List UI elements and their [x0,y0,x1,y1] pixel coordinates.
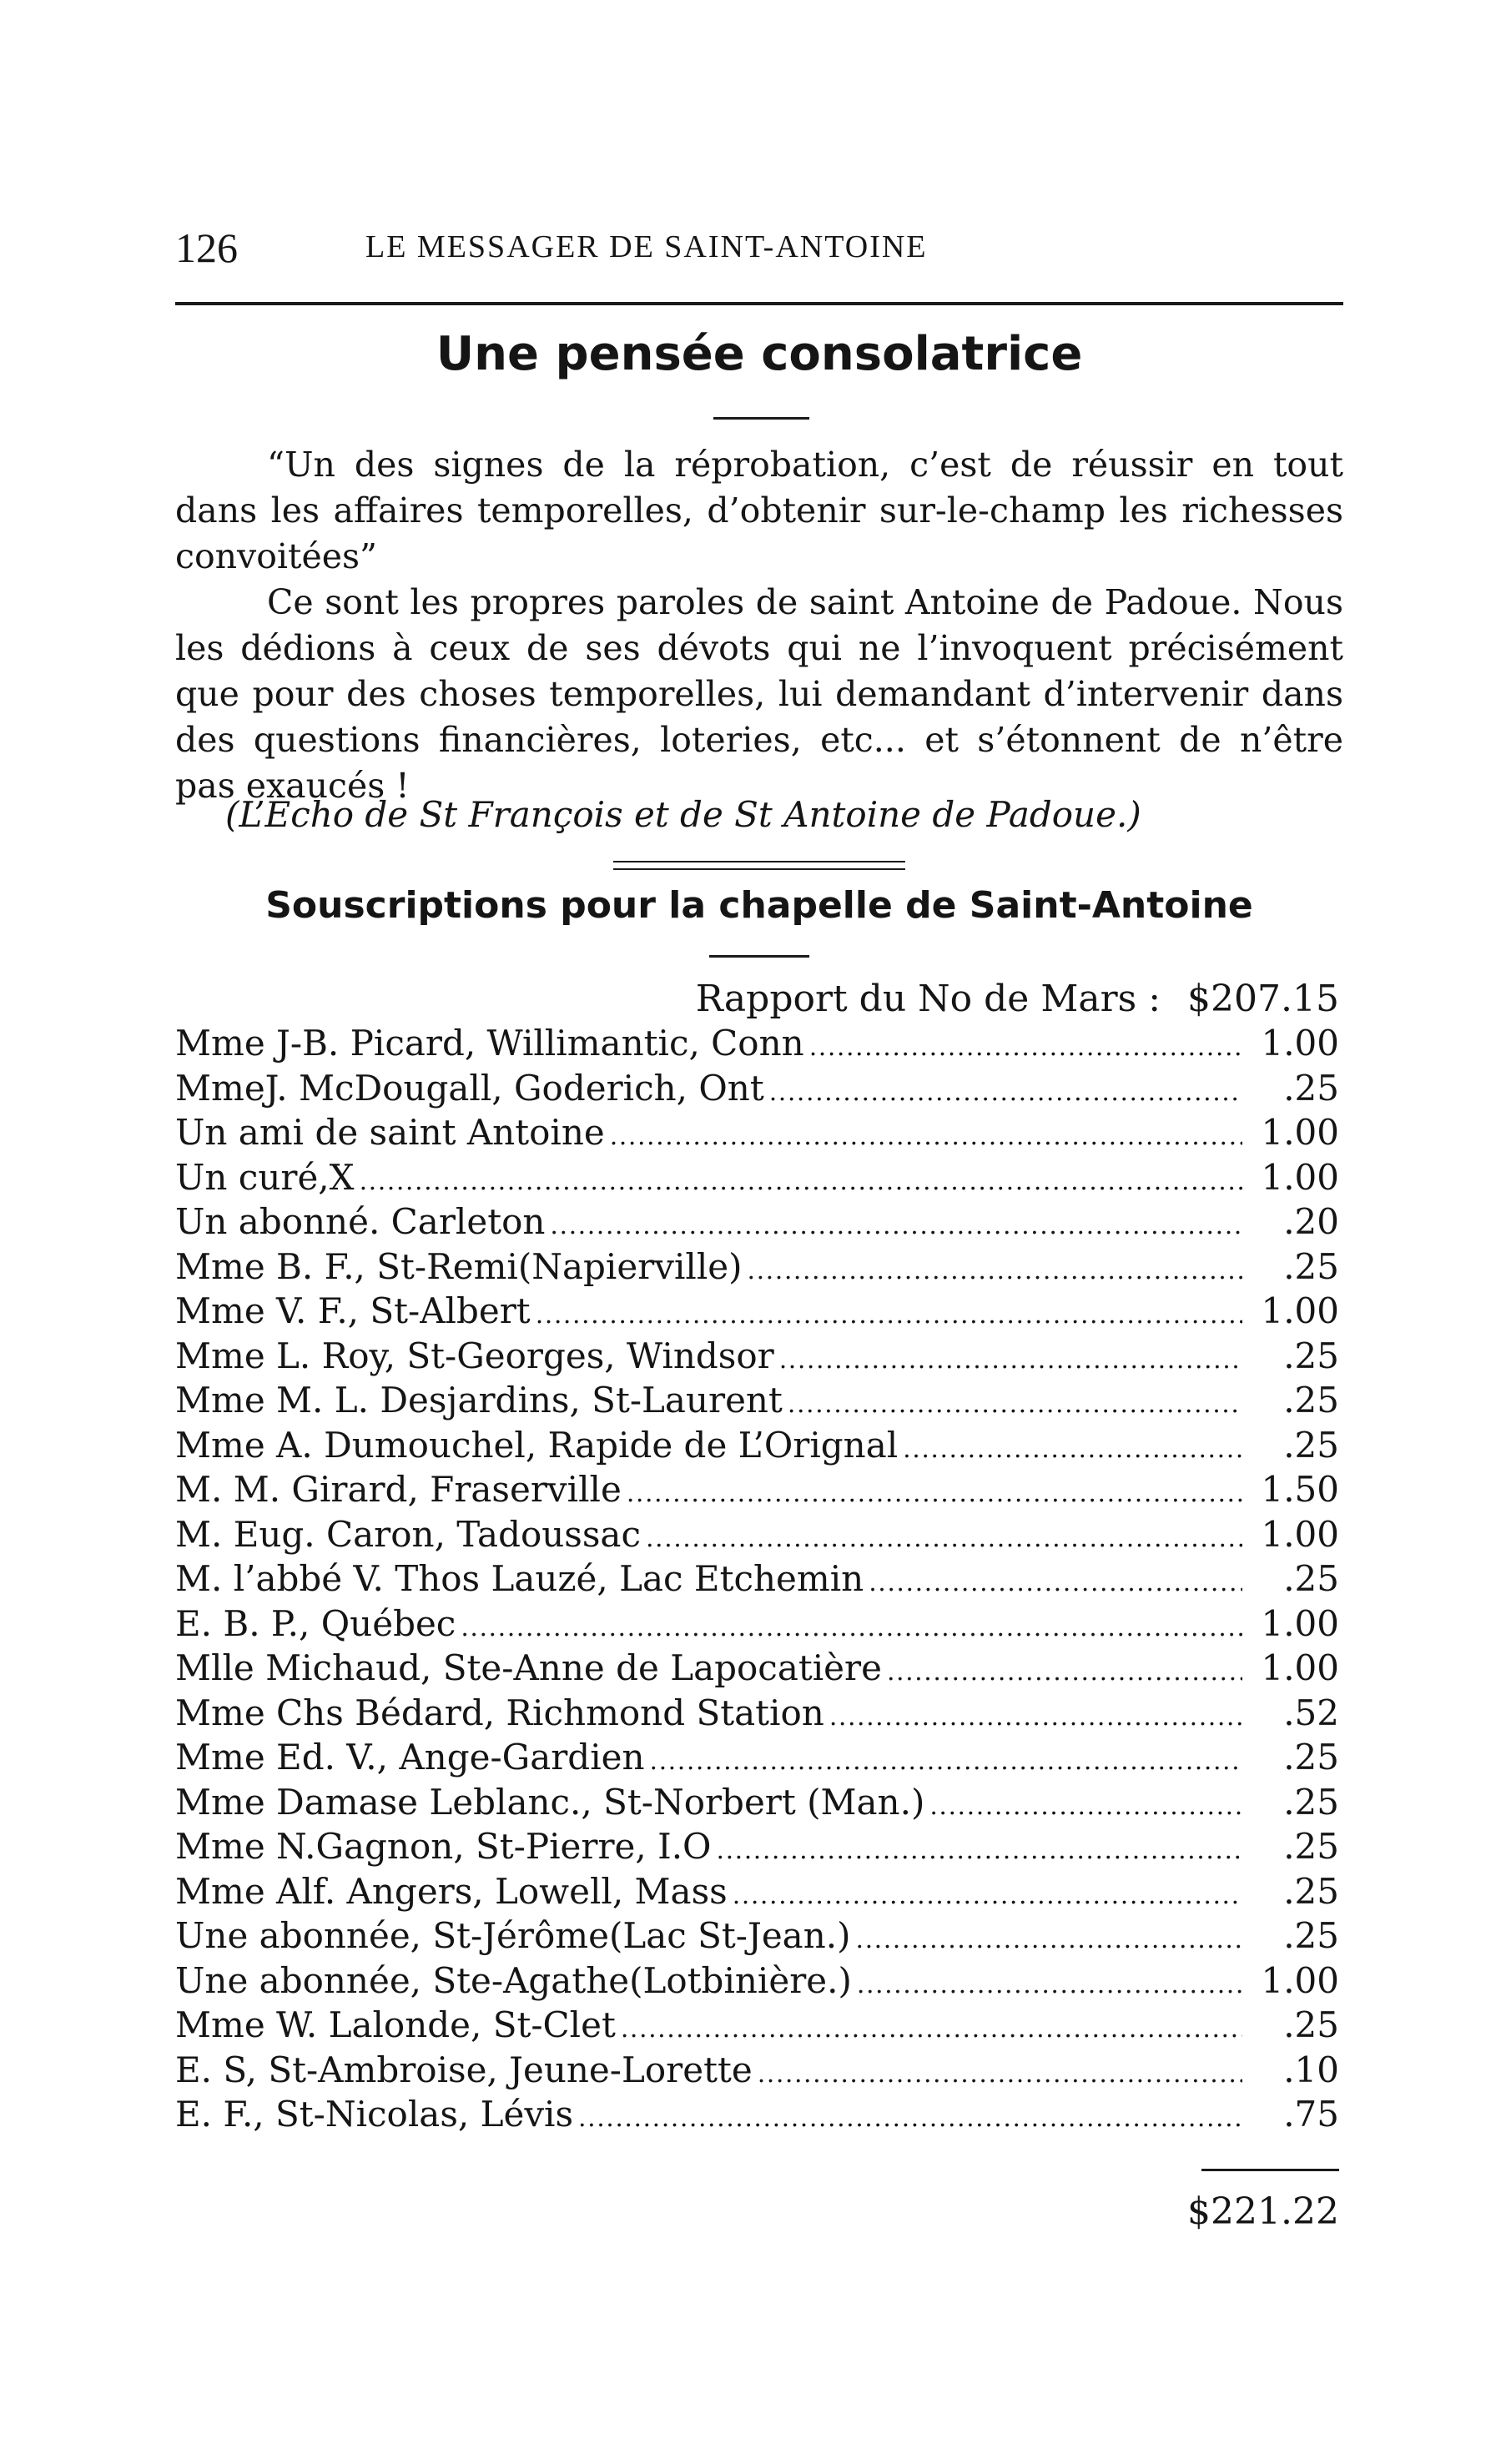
report-line [175,978,1339,1020]
subscriber-name: Mme N.Gagnon, St-Pierre, I.O [175,1826,712,1867]
subscriptions-title: Souscriptions pour la chapelle de Saint-Antoine [265,884,1253,927]
subscriber-name: Un abonné. Carleton [175,1201,546,1242]
subscriber-name: Un curé,X [175,1156,355,1198]
section-double-rule [613,861,905,870]
subscription-amount: .10 [1283,2049,1339,2090]
leader-dots [627,1469,1242,1510]
subscriber-name: Une abonnée, St-Jérôme(Lac St-Jean.) [175,1915,851,1956]
article-quote: “Un des signes de la réprobation, c’est de réussir en tout dans les affaires temporelles, d’obtenir sur-le-champ les richesses convoitées” [175,445,1343,576]
subscription-row [175,1603,1339,1648]
subscription-amount: .25 [1283,1335,1339,1376]
leader-dots [809,1023,1242,1064]
subscription-row [175,1871,1339,1916]
subscription-row [175,1960,1339,2005]
subscription-amount: 1.00 [1261,1513,1339,1555]
subscriber-name: Mme Alf. Angers, Lowell, Mass [175,1870,728,1912]
leader-dots [903,1425,1242,1466]
subscription-row [175,1290,1339,1335]
leader-dots [610,1112,1242,1153]
leader-dots [578,2094,1242,2135]
subscription-amount: .52 [1283,1692,1339,1733]
leader-dots [829,1692,1242,1733]
subscription-row [175,1737,1339,1782]
article-text [175,442,1343,809]
subscriber-name: Mlle Michaud, Ste-Anne de Lapocatière [175,1647,882,1688]
leader-dots [717,1826,1243,1867]
subscription-list [175,1023,1339,2139]
subscription-amount: 1.00 [1261,1156,1339,1198]
subscription-row [175,1380,1339,1425]
subscription-amount: 1.00 [1261,1023,1339,1064]
subscription-amount: .25 [1283,2004,1339,2045]
subscriber-name: E. B. P., Québec [175,1602,456,1644]
subscription-row [175,2094,1339,2139]
subscription-row [175,1558,1339,1603]
report-label: Rapport du No de Mars : [695,978,1161,1020]
leader-dots [360,1157,1242,1198]
subscriber-name: Mme V. F., St-Albert [175,1290,531,1331]
leader-dots [887,1647,1242,1688]
subscriber-name: Mme W. Lalonde, St-Clet [175,2004,616,2045]
subscription-row [175,1826,1339,1871]
subscription-amount: .25 [1283,1781,1339,1823]
subscription-amount: .25 [1283,1737,1339,1778]
subscription-amount: .20 [1283,1201,1339,1242]
subscription-row [175,1157,1339,1202]
subscription-row [175,1647,1339,1692]
report-amount: $207.15 [1187,978,1339,1020]
subscription-row [175,1201,1339,1246]
subscription-row [175,1692,1339,1737]
subscription-row [175,2004,1339,2049]
subscriber-name: Mme J-B. Picard, Willimantic, Conn [175,1023,804,1064]
leader-dots [779,1335,1242,1376]
title-underline [713,417,809,420]
subscriber-name: Mme Chs Bédard, Richmond Station [175,1692,824,1733]
total-amount: $221.22 [1187,2190,1339,2233]
subscription-row [175,1915,1339,1960]
subscription-amount: .75 [1283,2094,1339,2135]
leader-dots [758,2049,1242,2090]
subscription-amount: 1.00 [1261,1290,1339,1331]
leader-dots [869,1558,1242,1599]
leader-dots [788,1380,1242,1421]
subscriber-name: Mme Damase Leblanc., St-Norbert (Man.) [175,1781,925,1823]
header-rule [175,302,1343,305]
subscription-amount: 1.00 [1261,1602,1339,1644]
subscription-row [175,2049,1339,2094]
subscription-row [175,1112,1339,1157]
subscriber-name: M. Eug. Caron, Tadoussac [175,1513,641,1555]
leader-dots [461,1603,1242,1644]
subscriber-name: Une abonnée, Ste-Agathe(Lotbinière.) [175,1959,852,2001]
subscription-amount: .25 [1283,1558,1339,1599]
subscription-amount: .25 [1283,1826,1339,1867]
subscription-amount: .25 [1283,1245,1339,1287]
subscription-amount: .25 [1283,1915,1339,1956]
subscription-row [175,1335,1339,1380]
page-number: 126 [175,224,238,271]
subscriber-name: Mme B. F., St-Remi(Napierville) [175,1245,743,1287]
subscriber-name: Mme A. Dumouchel, Rapide de L’Orignal [175,1424,899,1466]
leader-dots [550,1201,1242,1242]
leader-dots [621,2004,1242,2045]
subscription-row [175,1068,1339,1113]
subscriber-name: Un ami de saint Antoine [175,1112,605,1153]
subscription-amount: 1.00 [1261,1112,1339,1153]
subscription-row [175,1246,1339,1291]
running-title: LE MESSAGER DE SAINT-ANTOINE [365,229,928,264]
subscriber-name: M. l’abbé V. Thos Lauzé, Lac Etchemin [175,1558,864,1599]
subscription-row [175,1023,1339,1068]
subscriber-name: MmeJ. McDougall, Goderich, Ont [175,1067,764,1109]
leader-dots [769,1068,1242,1109]
page-header [175,224,1343,274]
subscription-row [175,1425,1339,1470]
subscriber-name: Mme L. Roy, St-Georges, Windsor [175,1335,774,1376]
subscription-amount: .25 [1283,1380,1339,1421]
subscriptions-underline [709,955,809,958]
leader-dots [646,1514,1242,1555]
article-title: Une pensée consolatrice [436,327,1083,381]
leader-dots [650,1737,1242,1778]
subscription-row [175,1782,1339,1827]
total-rule [1201,2169,1339,2171]
leader-dots [536,1290,1242,1331]
subscription-row [175,1469,1339,1514]
subscription-amount: .25 [1283,1424,1339,1466]
subscription-row [175,1514,1339,1559]
subscriber-name: Mme Ed. V., Ange-Gardien [175,1737,645,1778]
article-body: Ce sont les propres paroles de saint Antoine de Padoue. Nous les dédions à ceux de ses dévots qui ne l’invoquent précisément que pour des choses temporelles, lui demandant d’intervenir dans des questions financières, loteries, etc... et s’étonnent de n’être pas exaucés ! [175,582,1343,806]
article-citation: (L’Echo de St François et de St Antoine de Padoue.) [225,794,1141,835]
subscriber-name: Mme M. L. Desjardins, St-Laurent [175,1380,783,1421]
subscription-amount: 1.00 [1261,1959,1339,2001]
subscription-amount: 1.00 [1261,1647,1339,1688]
subscriber-name: M. M. Girard, Fraserville [175,1469,622,1510]
subscription-amount: .25 [1283,1870,1339,1912]
subscription-amount: 1.50 [1261,1469,1339,1510]
leader-dots [856,1915,1242,1956]
leader-dots [929,1782,1242,1823]
leader-dots [857,1960,1242,2001]
subscriber-name: E. F., St-Nicolas, Lévis [175,2094,574,2135]
subscriber-name: E. S, St-Ambroise, Jeune-Lorette [175,2049,753,2090]
leader-dots [733,1871,1242,1912]
subscription-amount: .25 [1283,1067,1339,1109]
leader-dots [748,1246,1242,1287]
